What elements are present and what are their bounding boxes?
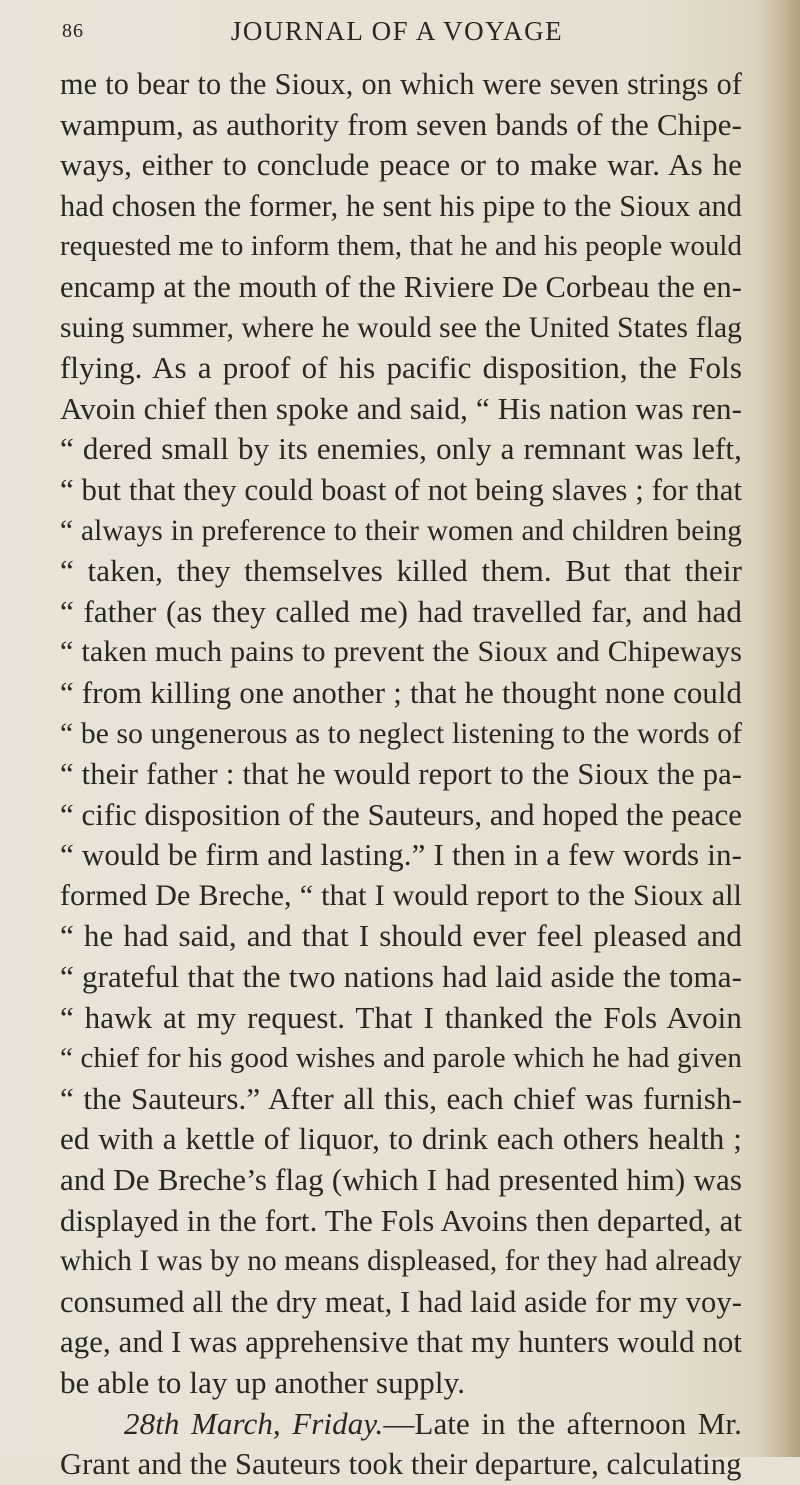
text-line: “ taken, they themselves killed them. But that their [60,553,742,589]
entry-text: —Late in the afternoon Mr. [383,1405,742,1441]
body-text [60,64,742,1485]
page-number: 86 [62,20,84,42]
text-line: “ always in preference to their women and children being [60,514,742,547]
text-line: “ chief for his good wishes and parole which he had given [60,1042,742,1075]
text-line: “ dered small by its enemies, only a remnant was left, [60,431,742,467]
text-line: be able to lay up another supply. [60,1365,466,1400]
text-line: me to bear to the Sioux, on which were seven strings of [60,67,742,101]
text-line: displayed in the fort. The Fols Avoins then departed, at [60,1203,742,1238]
text-line: “ the Sauteurs.” After all this, each chief was furnish- [60,1080,742,1116]
text-line: “ would be firm and lasting.” I then in a few words in- [60,837,742,873]
entry-date: 28th March, Friday. [124,1405,384,1441]
text-line: “ from killing one another ; that he thought none could [60,675,742,710]
text-line: flying. As a proof of his pacific disposition, the Fols [60,350,742,386]
text-line: consumed all the dry meat, I had laid aside for my voy- [60,1284,742,1319]
text-line: Grant and the Sauteurs took their departure, calculating [60,1447,742,1482]
text-line: formed De Breche, “ that I would report to the Sioux all [60,878,742,912]
text-line: “ cific disposition of the Sauteurs, and hoped the peace [60,797,742,832]
text-line: encamp at the mouth of the Riviere De Corbeau the en- [60,269,742,304]
text-line: wampum, as authority from seven bands of the Chipe- [60,106,742,142]
text-line: which I was by no means displeased, for they had already [60,1245,742,1278]
text-line: “ their father : that he would report to the Sioux the pa- [60,757,742,792]
text-line: “ but that they could boast of not being slaves ; for that [60,472,743,507]
text-line: “ be so ungenerous as to neglect listening to the words of [60,717,742,750]
text-line: “ he had said, and that I should ever feel pleased and [60,918,742,954]
text-line: “ father (as they called me) had travelled far, and had [60,593,742,629]
text-line: suing summer, where he would see the United States flag [60,311,742,344]
text-line: requested me to inform them, that he and his people would [60,230,742,263]
text-line: Avoin chief then spoke and said, “ His nation was ren- [60,390,742,426]
running-title: JOURNAL OF A VOYAGE [230,16,564,46]
page-header [62,16,712,50]
text-line: “ grateful that the two nations had laid aside the toma- [60,959,742,995]
text-line: and De Breche’s flag (which I had presented him) was [60,1162,742,1198]
journal-entry-heading [60,1404,742,1445]
text-line: “ hawk at my request. That I thanked the Fols Avoin [60,999,742,1035]
page-edge-shadow [760,0,800,1457]
text-line: ed with a kettle of liquor, to drink each others health ; [60,1121,742,1157]
text-line: age, and I was apprehensive that my hunters would not [60,1325,742,1360]
text-line: “ taken much pains to prevent the Sioux and Chipeways [60,635,742,669]
text-line: ways, either to conclude peace or to make war. As he [60,147,742,183]
text-line: had chosen the former, he sent his pipe to the Sioux and [60,188,742,223]
